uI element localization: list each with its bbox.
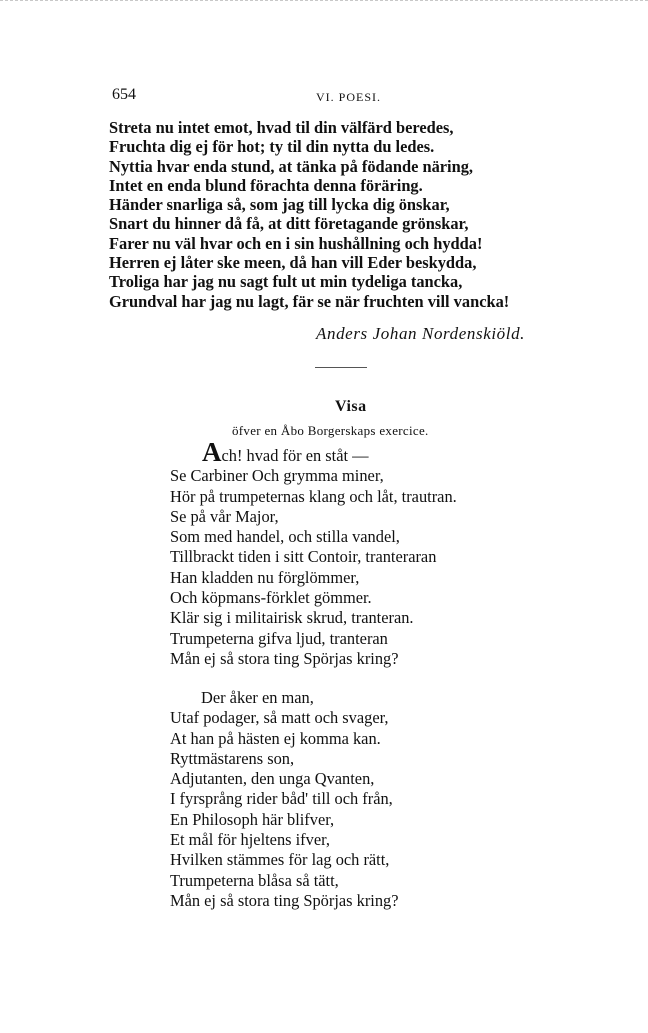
poem-line: Nyttia hvar enda stund, at tänka på födande näring, bbox=[109, 156, 474, 176]
poem-line: Intet en enda blund förachta denna föräring. bbox=[109, 175, 423, 195]
poem-line: En Philosoph här blifver, bbox=[170, 809, 335, 829]
poem-nordenskiold bbox=[109, 118, 609, 311]
poem-line: Utaf podager, så matt och svager, bbox=[170, 708, 389, 728]
first-line-text: ch! hvad för en ståt — bbox=[221, 446, 369, 465]
poem-line: I fyrsprång rider båd' till och från, bbox=[170, 789, 393, 809]
stanza-first-line bbox=[170, 437, 570, 467]
poem-line: Klär sig i militairisk skrud, tranteran. bbox=[170, 608, 414, 628]
poem-line: At han på hästen ej komma kan. bbox=[170, 728, 381, 748]
poem-line: Tillbrackt tiden i sitt Contoir, tranteraran bbox=[170, 547, 437, 567]
poem-line: Farer nu väl hvar och en i sin hushållning och hydda! bbox=[109, 233, 483, 253]
poem-line: Händer snarliga så, som jag till lycka dig önskar, bbox=[109, 195, 450, 215]
song-subtitle: öfver en Åbo Borgerskaps exercice. bbox=[232, 423, 429, 438]
poem-line: Trumpeterna gifva ljud, tranteran bbox=[170, 628, 388, 648]
poem-line: Trumpeterna blåsa så tätt, bbox=[170, 870, 339, 890]
poem-line: Streta nu intet emot, hvad til din välfärd beredes, bbox=[109, 118, 454, 137]
poem-line: Han kladden nu förglömmer, bbox=[170, 567, 360, 587]
poem-line: Herren ej låter ske meen, då han vill Eder beskydda, bbox=[109, 253, 477, 273]
poem-line: Som med handel, och stilla vandel, bbox=[170, 527, 400, 547]
drop-cap-letter: A bbox=[202, 437, 222, 467]
poem-line: Se på vår Major, bbox=[170, 506, 279, 526]
poem-line: Mån ej så stora ting Spörjas kring? bbox=[170, 648, 399, 668]
poem-line: Hör på trumpeternas klang och låt, trautran. bbox=[170, 486, 457, 506]
section-divider bbox=[315, 367, 367, 368]
author-signature: Anders Johan Nordenskiöld. bbox=[316, 324, 526, 343]
poem-line: Snart du hinner då få, at ditt företagande grönskar, bbox=[109, 214, 469, 234]
poem-line: Ryttmästarens son, bbox=[170, 748, 295, 768]
poem-line: Troliga har jag nu sagt fult ut min tydeliga tancka, bbox=[109, 272, 463, 292]
poem-line: Grundval har jag nu lagt, fär se när fruchten vill vancka! bbox=[109, 291, 510, 311]
poem-line: Adjutanten, den unga Qvanten, bbox=[170, 769, 375, 789]
visa-stanza-1 bbox=[170, 437, 570, 669]
poem-line: Och köpmans-förklet gömmer. bbox=[170, 588, 372, 608]
page-top-edge bbox=[0, 0, 648, 3]
song-title: Visa bbox=[335, 398, 367, 415]
poem-line: Mån ej så stora ting Spörjas kring? bbox=[170, 890, 399, 910]
visa-stanza-2 bbox=[170, 688, 570, 911]
page-number: 654 bbox=[112, 86, 136, 103]
poem-line: Hvilken stämmes för lag och rätt, bbox=[170, 850, 390, 870]
running-head: VI. POESI. bbox=[316, 90, 382, 104]
poem-line: Fruchta dig ej för hot; ty til din nytta du ledes. bbox=[109, 137, 435, 157]
stanza-first-line: Der åker en man, bbox=[201, 688, 314, 707]
poem-line: Et mål för hjeltens ifver, bbox=[170, 830, 331, 850]
poem-line: Se Carbiner Och grymma miner, bbox=[170, 466, 384, 486]
